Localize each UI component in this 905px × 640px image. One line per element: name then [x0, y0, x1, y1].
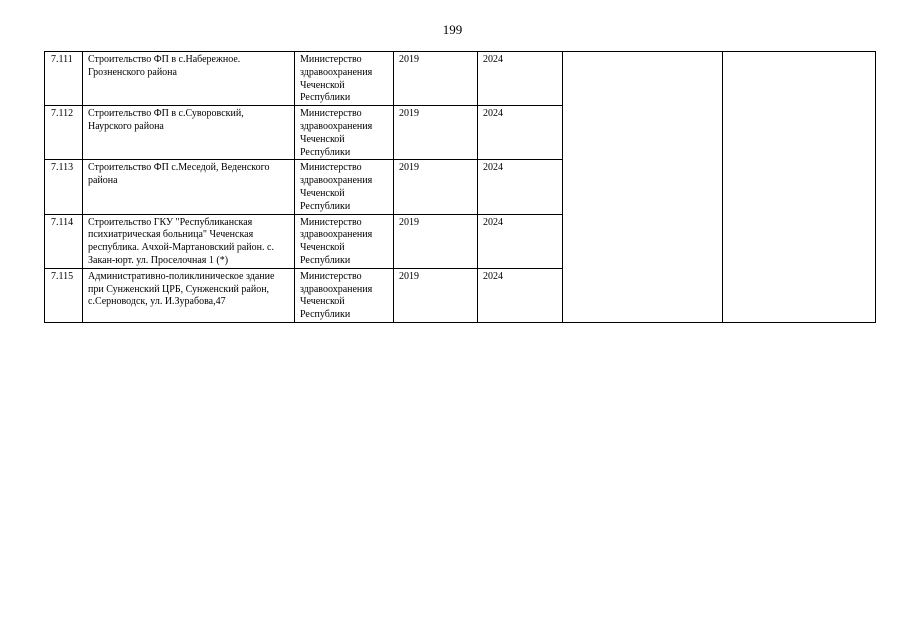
responsible-org: Министерство здравоохранения Чеченской Республики	[295, 160, 394, 214]
end-year: 2024	[478, 268, 563, 322]
responsible-org: Министерство здравоохранения Чеченской Республики	[295, 106, 394, 160]
project-name: Строительство ФП в с.Набережное. Грозненского района	[83, 52, 295, 106]
merged-empty-cell	[723, 52, 876, 323]
row-number: 7.113	[45, 160, 83, 214]
program-table	[44, 51, 876, 323]
responsible-org: Министерство здравоохранения Чеченской Республики	[295, 52, 394, 106]
merged-empty-cell	[563, 52, 723, 323]
row-number: 7.111	[45, 52, 83, 106]
responsible-org: Министерство здравоохранения Чеченской Республики	[295, 268, 394, 322]
row-number: 7.112	[45, 106, 83, 160]
project-name: Строительство ФП в с.Суворовский, Наурского района	[83, 106, 295, 160]
responsible-org: Министерство здравоохранения Чеченской Республики	[295, 214, 394, 268]
end-year: 2024	[478, 160, 563, 214]
start-year: 2019	[394, 52, 478, 106]
start-year: 2019	[394, 268, 478, 322]
end-year: 2024	[478, 106, 563, 160]
start-year: 2019	[394, 214, 478, 268]
table-row	[45, 52, 876, 106]
project-name: Строительство ФП с.Меседой, Веденского района	[83, 160, 295, 214]
project-name: Строительство ГКУ "Республиканская психиатрическая больница" Чеченская республика. Ачхой-Мартановский район. с. Закан-юрт. ул. Проселочная 1 (*)	[83, 214, 295, 268]
start-year: 2019	[394, 106, 478, 160]
end-year: 2024	[478, 52, 563, 106]
row-number: 7.115	[45, 268, 83, 322]
project-name: Административно-поликлиническое здание при Сунженский ЦРБ, Сунженский район, с.Серноводск, ул. И.Зурабова,47	[83, 268, 295, 322]
start-year: 2019	[394, 160, 478, 214]
end-year: 2024	[478, 214, 563, 268]
row-number: 7.114	[45, 214, 83, 268]
page-number: 199	[442, 22, 463, 37]
